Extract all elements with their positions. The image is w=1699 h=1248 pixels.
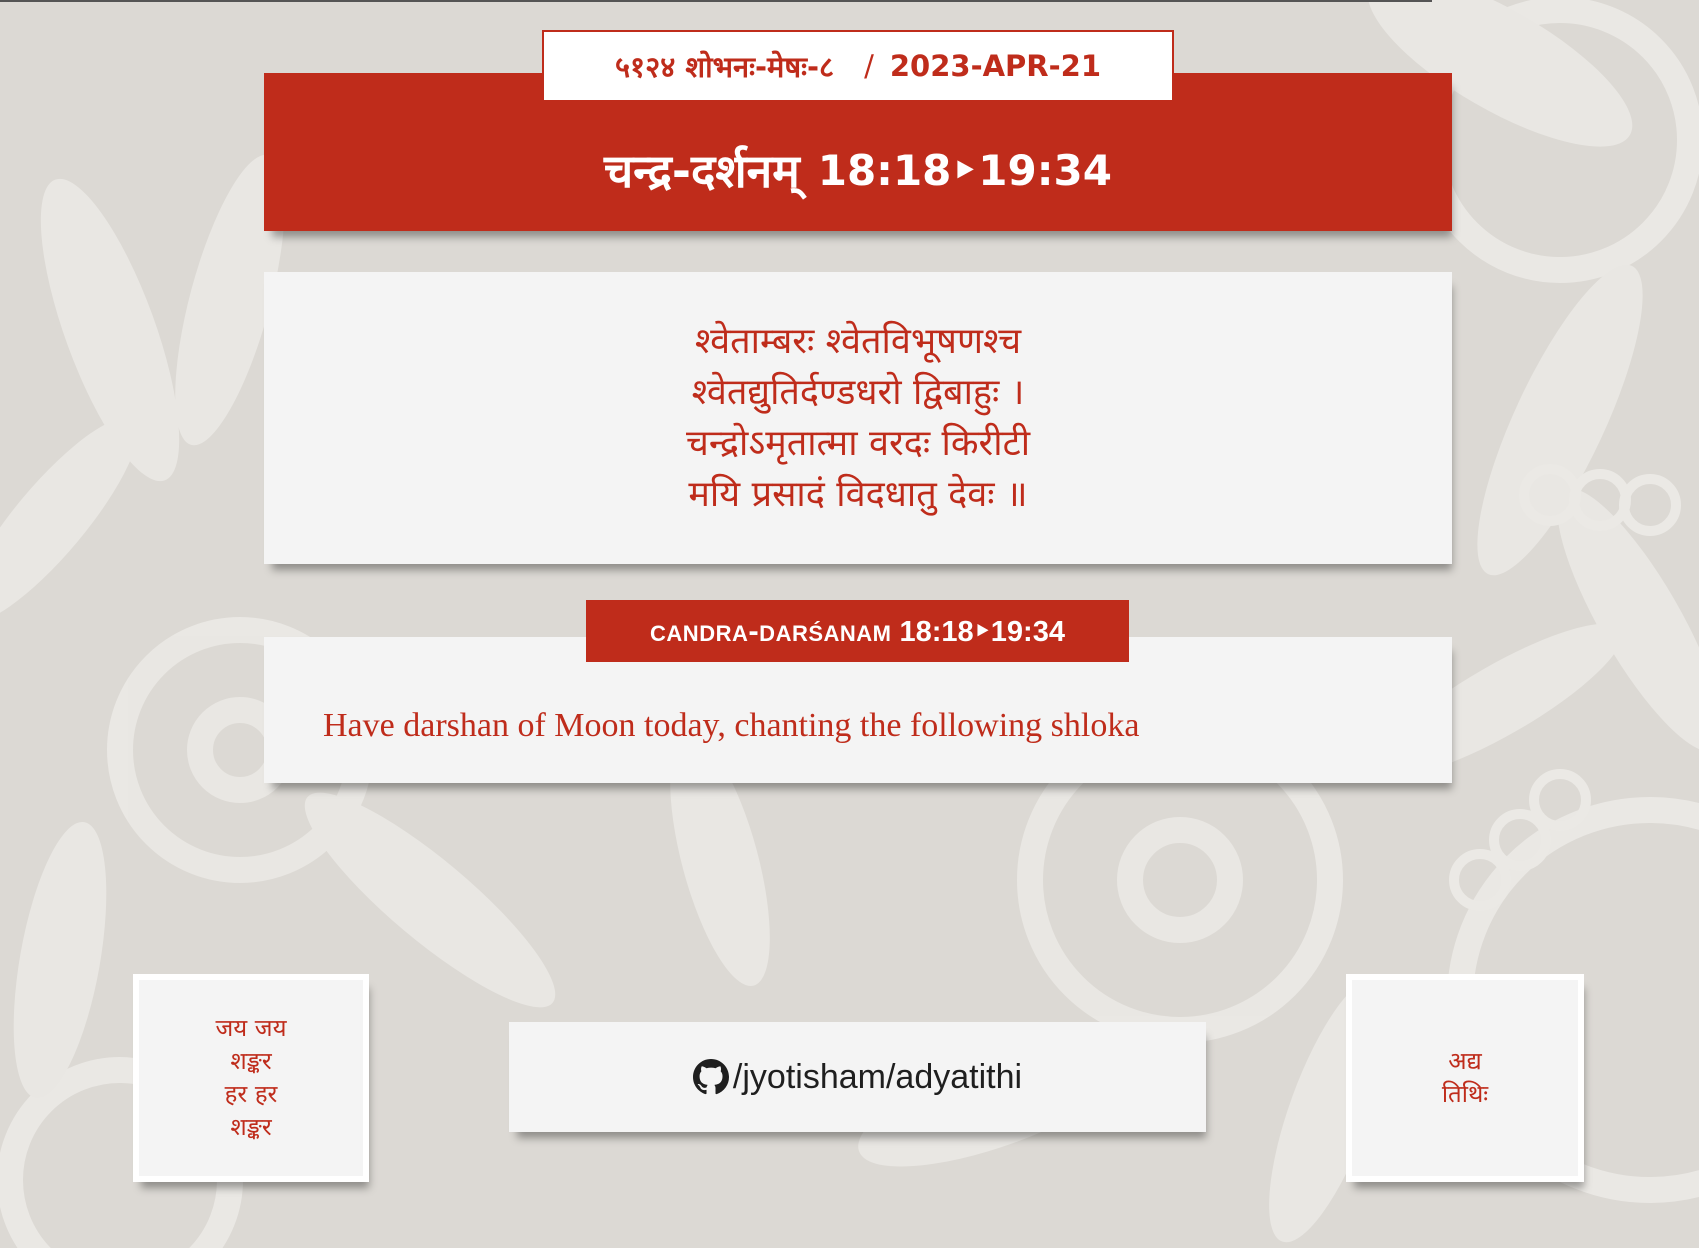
title-time: 18:18‣19:34 <box>817 145 1112 195</box>
date-gregorian: 2023-APR-21 <box>889 49 1102 83</box>
left-box-line: शङ्कर <box>230 1113 272 1141</box>
event-label <box>586 600 1129 662</box>
right-box-line: अद्य <box>1448 1047 1482 1075</box>
left-box-line: शङ्कर <box>230 1047 272 1075</box>
shloka-card <box>264 272 1452 564</box>
event-label-time: 18:18‣19:34 <box>899 615 1065 648</box>
shloka-line: मयि प्रसादं विदधातु देवः ॥ <box>688 474 1028 515</box>
shloka-line: चन्द्रोऽमृतात्मा वरदः किरीटी <box>685 423 1031 464</box>
date-badge <box>542 30 1174 102</box>
event-description: Have darshan of Moon today, chanting the following shloka <box>323 707 1140 744</box>
github-icon <box>693 1059 729 1095</box>
repo-link[interactable] <box>509 1022 1206 1132</box>
page-title <box>264 130 1452 210</box>
top-rule <box>0 0 1432 2</box>
date-separator: / <box>864 49 874 83</box>
shloka-line: श्वेतद्युतिर्दण्डधरो द्विबाहुः । <box>691 372 1025 413</box>
right-box-line: तिथिः <box>1441 1080 1489 1108</box>
date-devanagari: ५१२४ शोभनः-मेषः-८ <box>614 49 835 84</box>
repo-link-text: /jyotisham/adyatithi <box>732 1057 1023 1096</box>
jaya-shankara-box <box>133 974 369 1182</box>
left-box-line: हर हर <box>224 1080 278 1108</box>
title-text: चन्द्र-दर्शनम् <box>604 144 800 198</box>
event-label-name: candra-darśanam <box>650 613 892 648</box>
left-box-line: जय जय <box>215 1014 287 1042</box>
adya-tithi-box[interactable] <box>1346 974 1584 1182</box>
shloka-line: श्वेताम्बरः श्वेतविभूषणश्च <box>694 321 1022 362</box>
